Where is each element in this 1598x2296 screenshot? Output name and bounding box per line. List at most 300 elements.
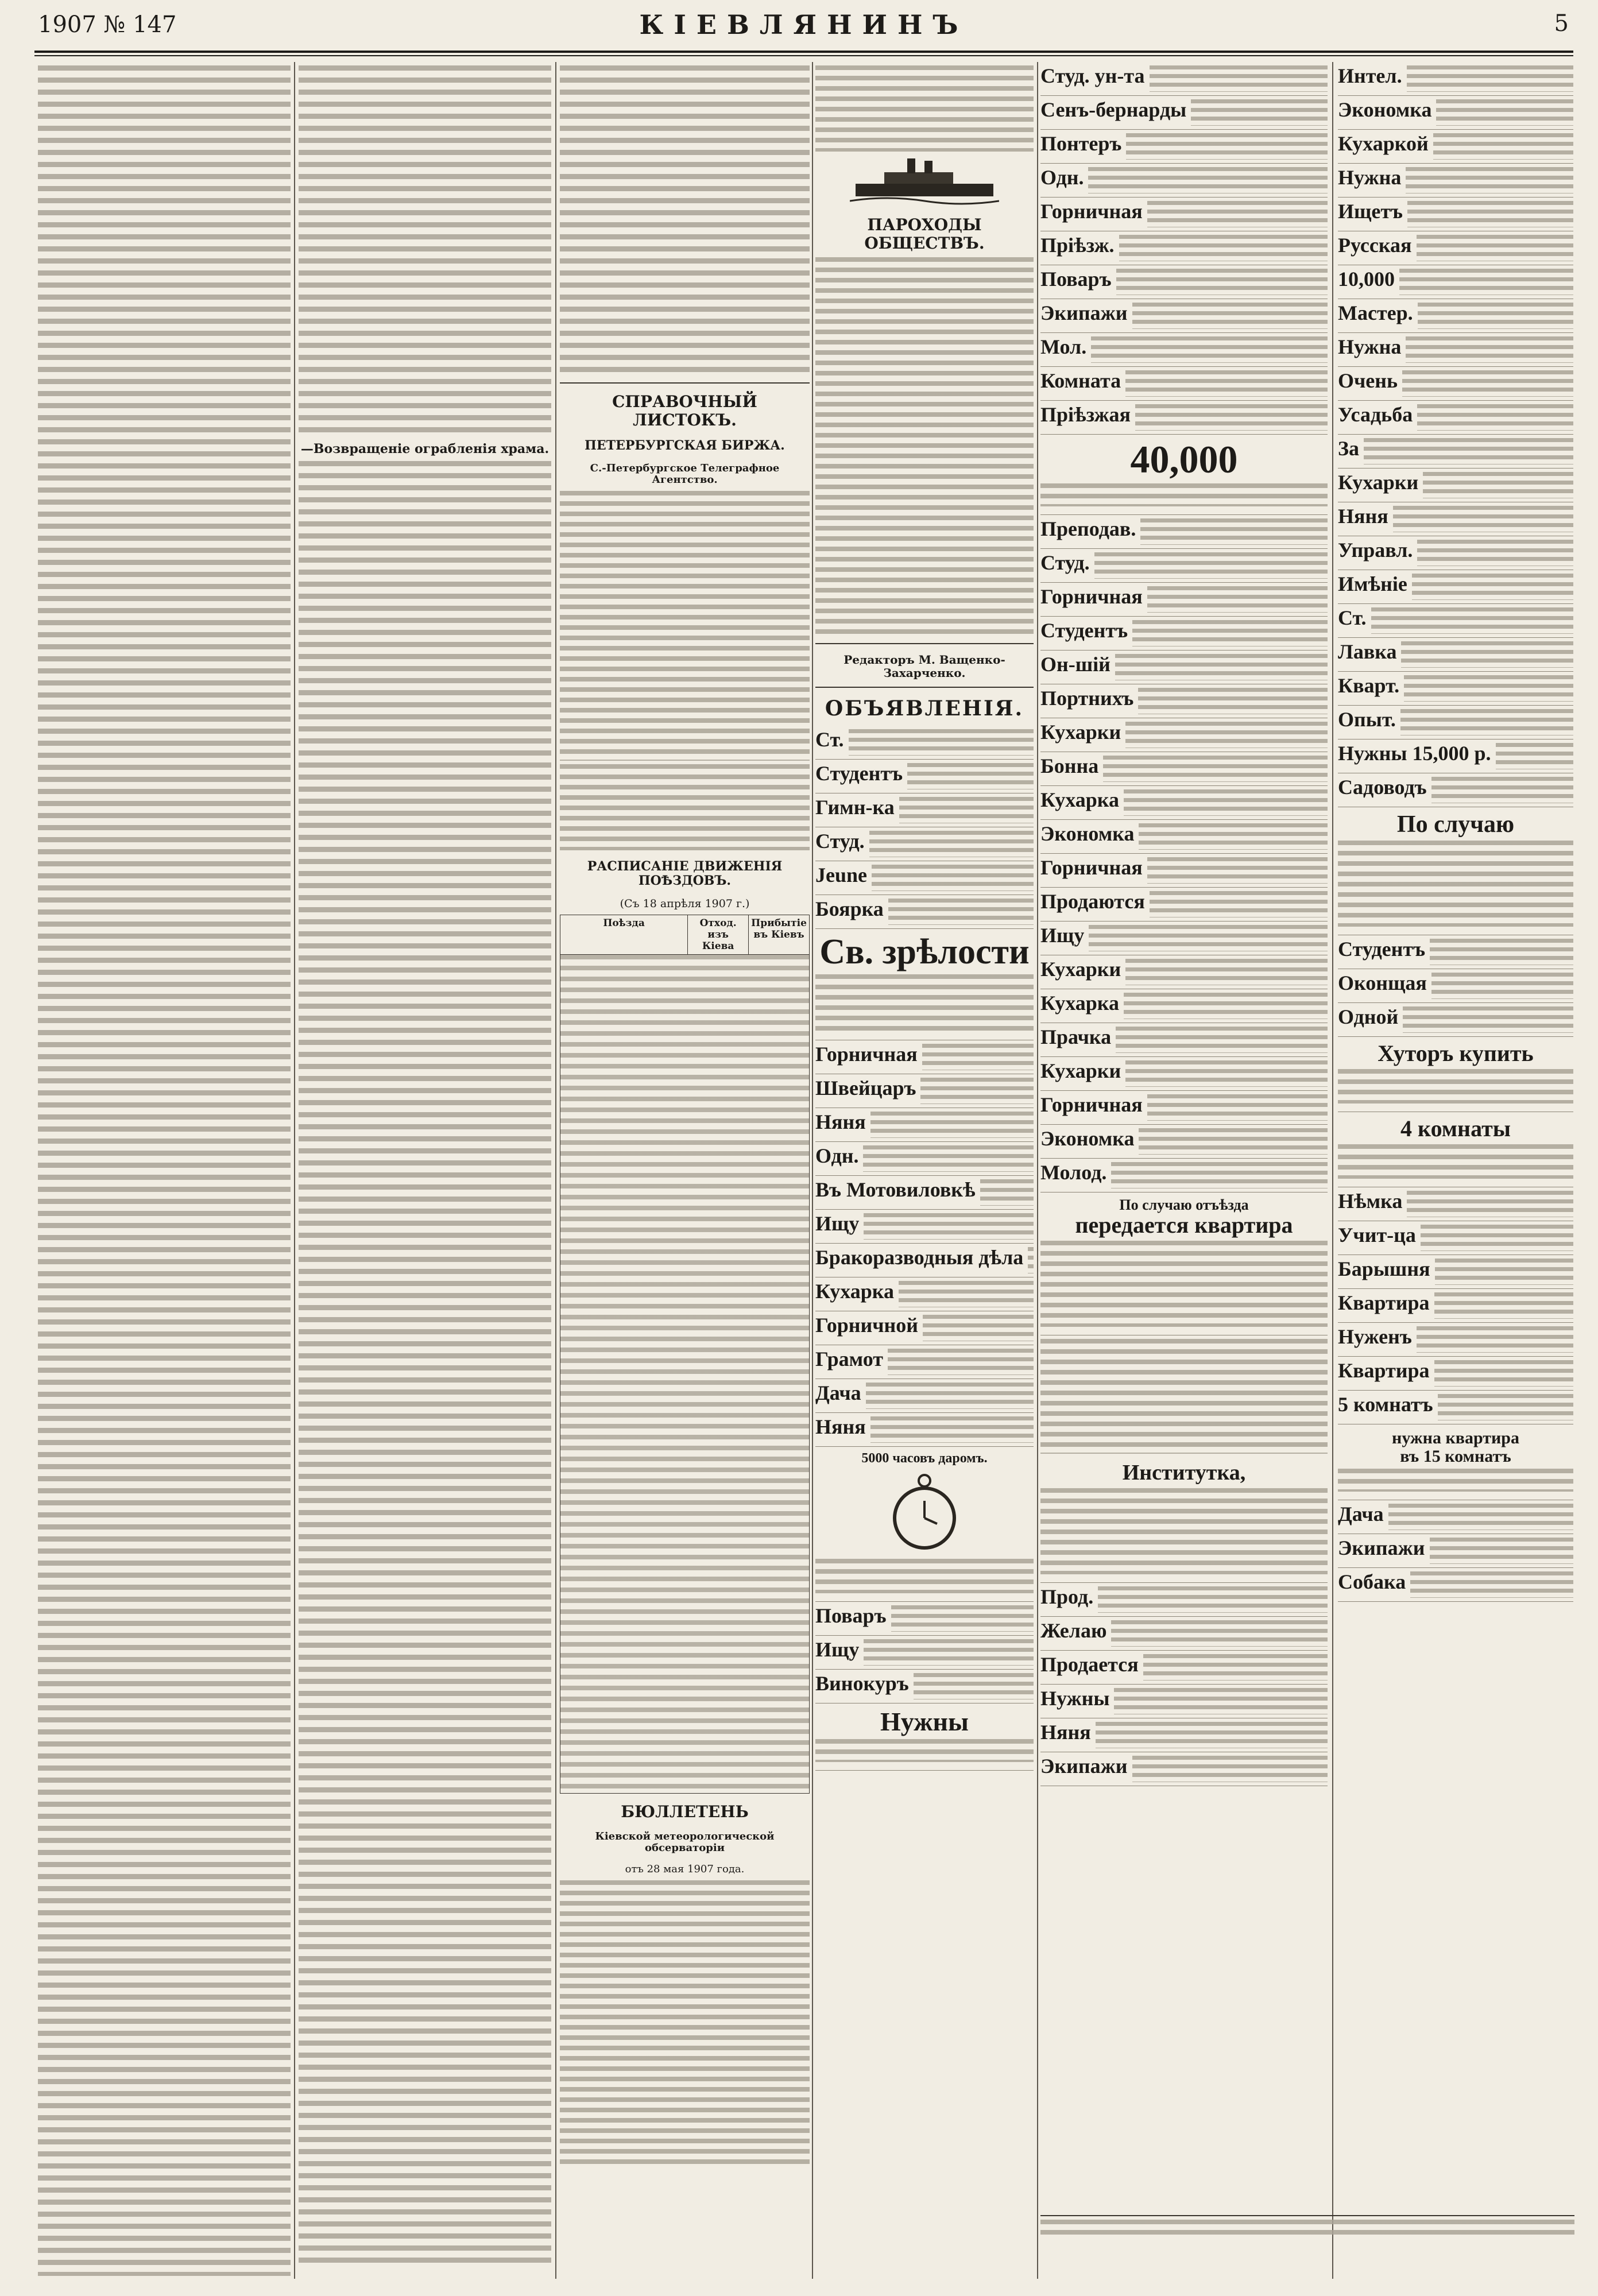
ad-keyword: Кухарки [1040, 1059, 1121, 1083]
ad-keyword: Нужна [1338, 166, 1402, 189]
ad-keyword: Дача [1338, 1503, 1384, 1526]
ad-text [1040, 1241, 1328, 1327]
ad-text [1094, 552, 1328, 579]
classified-ad [1338, 536, 1573, 570]
ad-keyword: Поваръ [1040, 268, 1112, 291]
classified-ad [815, 726, 1034, 760]
ad-keyword: Бонна [1040, 754, 1099, 778]
article-text [299, 65, 551, 433]
ad-keyword: Ищу [1040, 924, 1085, 947]
ad-text [1091, 336, 1328, 363]
editor-line: Редакторъ М. Ващенко-Захарченко. [844, 653, 1005, 680]
ad-keyword: Ст. [815, 727, 844, 751]
ad-text [1435, 1259, 1573, 1285]
ad-text [1139, 1128, 1328, 1155]
classified-ad [1040, 367, 1328, 401]
bulletin-date: отъ 28 мая 1907 года. [625, 1863, 745, 1876]
ad-keyword: Горничная [1040, 856, 1143, 880]
ad-text [888, 899, 1034, 925]
classified-ad [1040, 401, 1328, 435]
ad-keyword: Экономка [1338, 98, 1432, 121]
ad-keyword: Кухарки [1338, 471, 1419, 494]
display-ad [1338, 807, 1573, 935]
column-separator [294, 62, 295, 2279]
timetable-subtitle: (Съ 18 апрѣля 1907 г.) [620, 897, 750, 910]
divider [815, 643, 1034, 644]
ad-text [1191, 99, 1328, 126]
ad-keyword: Квартира [1338, 1291, 1430, 1315]
classified-ad [1040, 854, 1328, 888]
ad-keyword: Понтеръ [1040, 132, 1122, 155]
classified-ad [1040, 1617, 1328, 1651]
classified-ad [1040, 130, 1328, 164]
ad-keyword: Нужна [1338, 335, 1402, 358]
classified-ad [1040, 549, 1328, 583]
classified-ad [815, 895, 1034, 929]
classified-ad [1040, 1091, 1328, 1125]
classified-ad [815, 1602, 1034, 1636]
ad-keyword: Студ. [1040, 551, 1090, 575]
train-timetable [560, 915, 810, 1794]
ad-keyword: Ищу [815, 1638, 860, 1662]
ad-text [815, 974, 1034, 1032]
classified-ad [815, 1040, 1034, 1074]
ad-text [1431, 973, 1573, 999]
ad-keyword: Пріѣзжая [1040, 403, 1131, 426]
classified-ad [815, 1142, 1034, 1176]
ad-keyword: Оконщая [1338, 971, 1427, 995]
ad-text [1400, 709, 1573, 735]
ad-text [864, 1213, 1034, 1240]
page-number: 5 [1554, 10, 1569, 37]
column-news-1 [38, 62, 291, 2279]
ad-keyword: Няня [815, 1110, 866, 1133]
watch-ad-title: 5000 часовъ даромъ. [861, 1450, 988, 1466]
column-separator [1332, 62, 1333, 2279]
article-text [560, 65, 810, 375]
ad-text [1088, 167, 1328, 193]
classified-ad [815, 1345, 1034, 1379]
classified-ad [1338, 969, 1573, 1003]
classified-ad [1338, 435, 1573, 469]
ad-keyword: Мол. [1040, 335, 1087, 358]
ad-text [1403, 1006, 1573, 1033]
classified-ad [1040, 333, 1328, 367]
ad-keyword: Продается [1040, 1652, 1139, 1676]
classified-ad [815, 1108, 1034, 1142]
display-ad-title: Институтка, [1122, 1460, 1246, 1485]
column-separator [812, 62, 813, 2279]
ad-text [1338, 1469, 1573, 1492]
classified-ad [1040, 617, 1328, 651]
column-separator [555, 62, 556, 2279]
classified-ad [1338, 570, 1573, 604]
masthead-rule-thin [34, 55, 1573, 56]
ad-text [907, 763, 1034, 789]
ad-keyword: Комната [1040, 369, 1121, 392]
ad-text [1125, 1060, 1328, 1087]
ad-text [1116, 269, 1328, 295]
ad-keyword: Въ Мотовиловкѣ [815, 1178, 976, 1201]
ad-keyword: Студ. [815, 829, 865, 853]
bulletin-subtitle: Кіевской метеорологической обсерваторіи [595, 1830, 775, 1854]
ad-text [1438, 1394, 1573, 1420]
classified-ad [1040, 922, 1328, 955]
display-ad [1338, 1424, 1573, 1500]
ad-keyword: Студентъ [1040, 619, 1128, 642]
ad-keyword: Усадьба [1338, 403, 1413, 426]
ad-text [1040, 2220, 1574, 2240]
ad-text [1496, 743, 1573, 769]
ad-keyword: Винокуръ [815, 1672, 909, 1695]
ad-text [888, 1349, 1034, 1375]
display-ad-title: передается квартира [1075, 1211, 1293, 1238]
classified-ad [1040, 299, 1328, 333]
ad-keyword: Портнихъ [1040, 687, 1134, 710]
ad-text [1371, 607, 1574, 634]
ad-text [869, 831, 1034, 857]
issue-date: 1907 № 147 [38, 11, 177, 38]
ad-keyword: Студентъ [1338, 938, 1426, 961]
ad-text [863, 1145, 1034, 1172]
classified-ad [1040, 888, 1328, 922]
school-banner [1040, 2215, 1574, 2279]
ad-text [1418, 303, 1573, 329]
ad-text [1114, 1688, 1328, 1714]
ad-text [1150, 891, 1328, 917]
classified-ad [1338, 401, 1573, 435]
ad-keyword: Студентъ [815, 761, 903, 785]
classified-ad [1338, 1323, 1573, 1357]
ad-text [1433, 133, 1573, 160]
ad-keyword: Ищу [815, 1211, 860, 1235]
timetable-title: РАСПИСАНІЕ ДВИЖЕНІЯ ПОѢЗДОВЪ. [587, 859, 783, 889]
classified-ad [815, 1074, 1034, 1108]
classified-ad [1040, 583, 1328, 617]
ad-text [1125, 370, 1328, 397]
classified-ad [815, 1277, 1034, 1311]
divider [815, 687, 1034, 688]
ad-keyword: Швейцаръ [815, 1076, 916, 1099]
classified-ad [1338, 96, 1573, 130]
classified-ad [1040, 989, 1328, 1023]
classified-ad [1338, 1187, 1573, 1221]
classified-ad [1338, 265, 1573, 299]
ad-text [1138, 688, 1328, 714]
ad-keyword: Одной [1338, 1005, 1399, 1029]
ad-text [1388, 1504, 1573, 1530]
display-ad [1338, 1037, 1573, 1112]
ad-text [864, 1639, 1034, 1666]
ad-keyword: Нѣмка [1338, 1190, 1403, 1213]
ad-keyword: Студ. ун-та [1040, 64, 1145, 87]
ad-keyword: Барышня [1338, 1257, 1430, 1281]
classified-ad [1040, 1583, 1328, 1617]
ad-text [870, 1416, 1034, 1443]
ad-text [1399, 269, 1573, 295]
ad-keyword: Нуженъ [1338, 1325, 1412, 1349]
classified-ad [815, 1636, 1034, 1670]
ad-text [1434, 1292, 1573, 1319]
classified-ad [1338, 1534, 1573, 1568]
ad-text [1338, 1144, 1573, 1179]
timetable-col-arrival: Прибытіе въ Кіевъ [751, 917, 807, 941]
ad-text [1434, 1360, 1573, 1387]
display-ad-title: Нужны [880, 1707, 969, 1737]
classified-ad [815, 1311, 1034, 1345]
timetable-header [560, 915, 809, 955]
ad-keyword: Горничная [1040, 200, 1143, 223]
ad-text [1431, 777, 1573, 803]
ad-text [1436, 99, 1573, 126]
ad-keyword: Молод. [1040, 1161, 1107, 1184]
ad-text [1096, 1722, 1328, 1748]
display-ad-title: 4 комнаты [1400, 1116, 1511, 1142]
classified-ad [1040, 718, 1328, 752]
ad-text [1406, 336, 1573, 363]
ad-keyword: Экипажи [1338, 1536, 1425, 1560]
ad-keyword: Нужны [1040, 1686, 1110, 1710]
ad-keyword: Экономка [1040, 822, 1135, 846]
ad-text [1125, 722, 1328, 748]
classified-ad [815, 793, 1034, 827]
ad-text [1404, 675, 1573, 702]
ad-text [1338, 1069, 1573, 1104]
article-heading: —Возвращеніе ограбленія храма. [300, 442, 550, 456]
display-ad-line: нужна квартира [1392, 1428, 1519, 1448]
ad-text [1430, 939, 1573, 965]
display-ad [1338, 1112, 1573, 1187]
classified-ad [1040, 651, 1328, 684]
classified-ad [1338, 773, 1573, 807]
classified-ad [1040, 1159, 1328, 1192]
ad-keyword: Jeune [815, 863, 867, 886]
display-ad-number: 40,000 [1130, 437, 1238, 481]
classified-ad [815, 1413, 1034, 1447]
ad-text [1407, 201, 1573, 227]
classified-ad [1040, 1125, 1328, 1159]
classified-ad [1040, 1023, 1328, 1057]
ad-text [866, 1383, 1034, 1409]
ad-keyword: Ст. [1338, 606, 1367, 629]
ad-keyword: 10,000 [1338, 268, 1395, 291]
classified-ad [1040, 96, 1328, 130]
masthead [34, 5, 1573, 49]
classified-ad [1040, 164, 1328, 198]
ad-text [1132, 1756, 1328, 1782]
ad-text [815, 1559, 1034, 1593]
ad-text [1147, 201, 1328, 227]
ad-keyword: Учит-ца [1338, 1223, 1416, 1247]
ad-keyword: Управл. [1338, 539, 1413, 562]
classified-ad [1040, 231, 1328, 265]
ad-text [1406, 167, 1573, 193]
column-ads-2 [1040, 62, 1328, 2221]
classified-ad [1338, 1500, 1573, 1534]
display-ad-line: въ 15 комнатъ [1400, 1446, 1511, 1466]
ad-text [1430, 1538, 1574, 1564]
column-news-2 [299, 62, 551, 2279]
ad-keyword: Бракоразводныя дѣла [815, 1245, 1024, 1269]
display-ad [1040, 1192, 1328, 1335]
ad-text [1421, 1225, 1573, 1251]
ad-text [1119, 235, 1328, 261]
classified-ad [1040, 198, 1328, 231]
ad-keyword: Одн. [815, 1144, 859, 1167]
timetable-col-trains: Поѣзда [560, 915, 688, 954]
classified-ad [1040, 1752, 1328, 1786]
ad-keyword: Опыт. [1338, 708, 1396, 731]
classified-ad [1338, 367, 1573, 401]
ad-text [1338, 841, 1573, 927]
ad-text [1115, 654, 1328, 680]
classified-ad [1338, 1221, 1573, 1255]
ad-text [1040, 483, 1328, 506]
ad-keyword: Он-шій [1040, 653, 1111, 676]
classified-ad [1040, 62, 1328, 96]
ad-text [1132, 620, 1328, 646]
ad-text [1147, 857, 1328, 884]
ad-keyword: Гимн-ка [815, 795, 895, 819]
pocket-watch-icon [890, 1469, 959, 1555]
classified-ad [1040, 955, 1328, 989]
steamer-icon [850, 155, 999, 207]
classified-ad [1338, 706, 1573, 739]
classified-ad [815, 1244, 1034, 1277]
ad-text [1417, 540, 1573, 566]
classified-ad [1338, 1289, 1573, 1323]
display-ad-title: Хуторъ купить [1378, 1040, 1534, 1067]
ad-text [1103, 756, 1328, 782]
ad-text [1147, 1094, 1328, 1121]
classified-ad [1338, 164, 1573, 198]
ad-keyword: Русская [1338, 234, 1412, 257]
classified-ad [1338, 739, 1573, 773]
ad-keyword: Горничная [1040, 585, 1143, 609]
ad-text [1028, 1247, 1034, 1273]
ad-keyword: Квартира [1338, 1359, 1430, 1383]
ad-keyword: Горничная [815, 1042, 918, 1066]
classified-ad [1040, 786, 1328, 820]
classified-ad [1040, 1057, 1328, 1091]
ad-keyword: За [1338, 437, 1360, 460]
classified-ad [1338, 502, 1573, 536]
ad-text [1423, 472, 1573, 498]
classified-ad [1338, 231, 1573, 265]
classified-ad [1338, 1255, 1573, 1289]
ad-keyword: Продаются [1040, 890, 1145, 913]
ad-keyword: Мастер. [1338, 301, 1413, 324]
classified-ad [1338, 469, 1573, 502]
ad-text [1111, 1620, 1328, 1647]
ad-text [1135, 404, 1328, 431]
ad-text [1125, 959, 1328, 985]
ad-text [899, 797, 1034, 823]
steamers-heading: ПАРОХОДЫ ОБЩЕСТВЪ. [864, 215, 985, 253]
steamer-schedule [815, 257, 1034, 636]
ad-keyword: Пріѣзж. [1040, 234, 1115, 257]
classified-ad [1338, 198, 1573, 231]
ad-text [1140, 518, 1328, 545]
ad-text [1098, 1586, 1328, 1613]
ad-text [899, 1281, 1034, 1307]
ad-text [1132, 303, 1328, 329]
classified-ad [1338, 1391, 1573, 1424]
classified-ad [1040, 1651, 1328, 1685]
ad-keyword: Няня [1040, 1720, 1091, 1744]
ad-keyword: Сенъ-бернарды [1040, 98, 1187, 121]
ad-text [872, 865, 1034, 891]
ad-text [1401, 641, 1573, 668]
column-reference [560, 62, 810, 2279]
ad-keyword: Собака [1338, 1570, 1406, 1594]
classified-ad [1338, 130, 1573, 164]
ad-keyword: Поваръ [815, 1604, 887, 1628]
ad-keyword: Нужны 15,000 р. [1338, 742, 1491, 765]
ad-keyword: 5 комнатъ [1338, 1393, 1433, 1416]
ad-text [1417, 404, 1573, 431]
ad-text [1040, 1339, 1328, 1454]
ad-keyword: Очень [1338, 369, 1398, 392]
ad-text [1417, 235, 1573, 261]
ad-keyword: Интел. [1338, 64, 1402, 87]
ad-keyword: Одн. [1040, 166, 1084, 189]
display-ad [815, 1703, 1034, 1771]
classified-ad [815, 1379, 1034, 1413]
ads-heading: ОБЪЯВЛЕНІЯ. [825, 696, 1024, 721]
classified-ad [815, 861, 1034, 895]
ad-text [1040, 1488, 1328, 1574]
reference-heading: СПРАВОЧНЫЙ ЛИСТОКЪ. [612, 392, 757, 430]
article-text [38, 65, 291, 2276]
ad-text [1412, 574, 1573, 600]
column-separator [1037, 62, 1038, 2279]
ad-text [1402, 370, 1573, 397]
masthead-rule [34, 51, 1573, 53]
ad-text [923, 1315, 1034, 1341]
display-ad [815, 929, 1034, 1040]
classified-ad [1040, 684, 1328, 718]
ad-keyword: Кухарки [1040, 721, 1121, 744]
ad-text [1150, 65, 1328, 92]
bulletin-title: БЮЛЛЕТЕНЬ [621, 1802, 749, 1822]
ad-text [1143, 1654, 1328, 1681]
ad-keyword: Экипажи [1040, 1754, 1128, 1778]
ad-text [1124, 993, 1328, 1019]
ad-keyword: Кварт. [1338, 674, 1400, 697]
article-text [560, 764, 810, 850]
classified-ad [1338, 333, 1573, 367]
ad-keyword: Экономка [1040, 1127, 1135, 1151]
ad-keyword: Кухарка [1040, 788, 1119, 812]
column-ads-3 [1338, 62, 1573, 2221]
ad-text [1089, 925, 1328, 951]
ad-text [1139, 823, 1328, 850]
ad-keyword: Экипажи [1040, 301, 1128, 324]
timetable-col-departure: Отход. изъ Кіева [688, 915, 749, 954]
exchange-rates [560, 491, 810, 761]
display-ad [1040, 1457, 1328, 1583]
ad-text [815, 1739, 1034, 1762]
ad-keyword: Кухарка [815, 1279, 894, 1303]
ad-text [1393, 506, 1573, 532]
agency-heading: С.-Петербургское Телеграфное Агентство. [590, 462, 780, 486]
display-ad [1040, 435, 1328, 515]
ad-text [1364, 438, 1573, 464]
classified-ad [1040, 820, 1328, 854]
classified-ad [1338, 1568, 1573, 1602]
exchange-heading: ПЕТЕРБУРГСКАЯ БИРЖА. [585, 438, 785, 454]
